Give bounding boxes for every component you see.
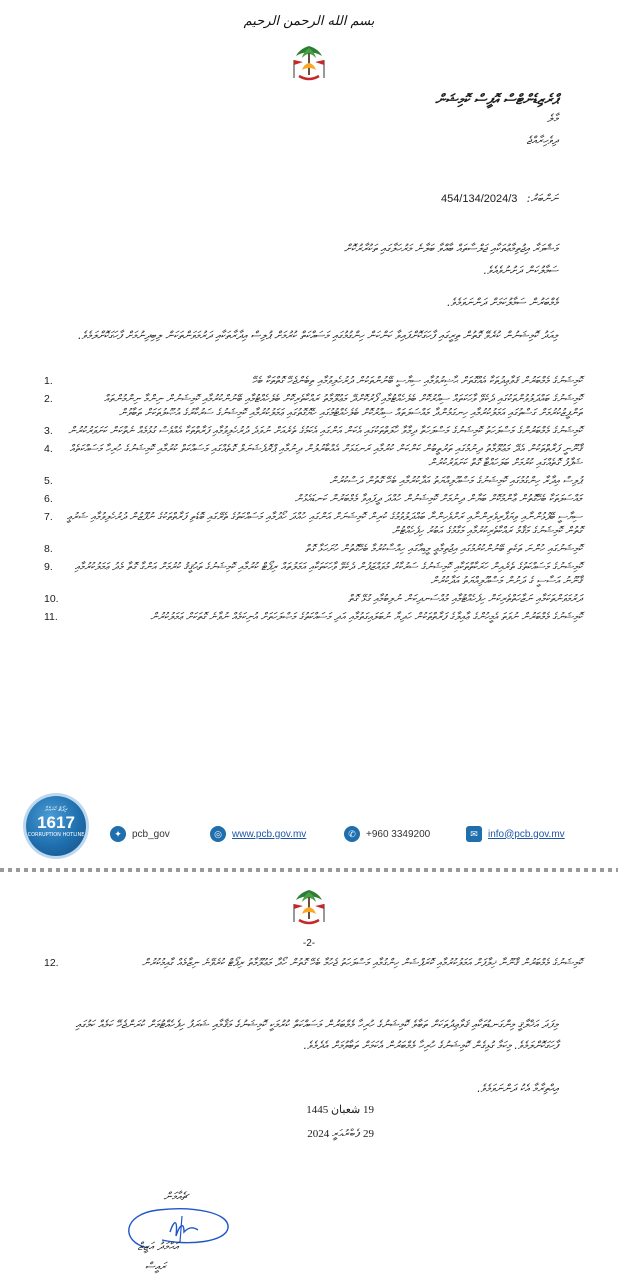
numbered-list — [36, 374, 582, 628]
reference-line — [441, 192, 558, 206]
organization-country: ދިވެހިރާއްޖެ — [526, 134, 558, 147]
twitter-handle: pcb_gov — [132, 828, 170, 840]
reference-label: ނަންބަރު: — [526, 192, 558, 205]
hotline-badge — [26, 796, 86, 856]
list-item: 7. ސިޔާސީ ބޭފުޅުންނާއި ވިޔަފާރިވެރިންނާއި ރަށްވެހިންނާ ބައްދަލުވުމުގެ ކުރިން ކޮމިޝަނަށް އަންގައި ހުއްދަ ހޯދުމާއި މަސައްކަތުގެ ތެރޭގައި ބޮޑެތި ފަރާތްތަކުގެ ނުފޫޒުން ދުރުހެލިވުމާއި ޝަރުޢީ ގޮތުން ކޮމިޝަނުގެ މަޤާމު ރައްކާތެރިކުރުމާއި މަގާމުގެ އަބުރު ހިފެހެއްޓުން — [44, 511, 582, 537]
list-item: 12. ކޮމިޝަނުގެ މެމްބަރުން ޤާނޫނާ ޚިލާފަށް އަމަލުކުރުމާއި ކޮރަޕްޝަން ހިންގުމާއި މަސްލަހަތު ޖެހުމާ ބެހޭ ގޮތުން ހޯދާ މަޢުލޫމާތު ރިޕޯޓް ކުރެވޭނެ ނިޒާމެއް ގާއިމުކުރުން — [44, 957, 582, 969]
list-item: 6. މައްސަލަތަކާ ބެހޭގޮތުން ޢާންމުކޮށް ބަޔާން ދިނުމަށް ކޮމިޝަނުން ހުއްދަ ދީފައިވާ މެމްބަރުން ކަނޑައެޅުން — [44, 493, 582, 505]
date-block — [306, 1098, 374, 1146]
closing-paragraph: މިފަދަ އަޚްލާޤީ މިންގަނޑުތަކާއި ޤަވާޢިދުތަކަށް ތަބާވެ ކޮމިޝަނުގެ ހުރިހާ މެމްބަރުން މަސައްކަތް ކުރުމަކީ ކޮމިޝަނުގެ މަޤާމާއި ޝަރަފު ހިފެހެއްޓުމަށް ކުރަންޖެހޭ ކަމެއް ކަމުގައި ފާހަގަކޮށްލަމެވެ. މިކަމާ ގުޅިގެން ކޮމިޝަނުގެ ހުރިހާ މެމްބަރުން އެކަމަށް ތަބާވުމަށް އެދެމެވެ. — [75, 1018, 558, 1052]
hotline-number: 1617 — [37, 813, 75, 832]
twitter-icon: ✦ — [110, 826, 126, 842]
list-item: 10. ދަރުމަވަންތަކަމާއި ނަޒާހަތްތެރިކަން ހިފެހެއްޓުމާއި މުއްސަނދިކަން ނުލިބުމާއި ގުޅޭ ގޮތް — [44, 593, 582, 605]
list-item: 2. ކޮމިޝަނުގެ ބައްދަލުވުންތަކުގައި ދެކެވޭ ވާހަކަތައް ސިއްރުކޮށް ބެލެހެއްޓުމާއި ފޯރުކޮށްދޭ މަޢުލޫމާތު ރައްކާތެރިކޮށް ބެލެހެއްޓުމާއި ބޭނުންކުރުމާއި ކޮމިޝަނުން ނިންމާ ނިންމުންތައް ތަންފީޒުކުރުމަށް ގަސްތުގައި އަމަލުކުރުމާއި ހިނގަމުންދާ މައްސަލަތައް ސިއްރުކޮށް ބެލެހެއްޓުމުގައި ހެޔޮގޮތުގައި ޢަމަލުކުރުމާއި ކޮމިޝަނުގެ ސަރުކާރުގެ އުޞޫލުތަކަށް ތަބާވުން — [44, 393, 582, 419]
list-item: 4. ޤާނޫނީ ފަރާތްތަކުން އެދޭ މަޢުލޫމާތު ދިނުމުގައި ތަރުތީބުން ކަންކަން ކުރުމާއި ރަނގަޅަށް އެއްބާރުލުން ދިނުމާއި ޕްރޮފެޝަނަލް ގޮތެއްގައި މަސައްކަތް ކުރުމާއި ކޮމިޝަނުގެ ހުރިހާ މަސައްކަތެއް ޝަފާފު ގޮތެއްގައި ކުރުމަށް ބަލަހައްޓާ ގޮތް ކަށަވަރުކުރުން — [44, 443, 582, 469]
hotline-top-text: ރިޕޯޓް ކުރައްވާ — [44, 806, 68, 813]
website-contact[interactable] — [210, 826, 306, 842]
signatory-name: އަޙްމަދު އަޒީޒް — [137, 1240, 178, 1253]
numbered-list-continued — [36, 956, 582, 975]
handwritten-signature — [118, 1202, 238, 1258]
phone-number: +960 3349200 — [366, 828, 431, 840]
list-item: 1. ކޮމިޝަނުގެ މެމްބަރުން ޤަވާޢިދުތަކާ އެއްގޮތަށް ޙާޟިރުވުމާއި ސިޔާސީ ބޭނުންތަކުން ދުރުހެލިވުމާއި ތިބެންޖެހޭ ގޮތްތަކާ ބެހޭ — [44, 375, 582, 387]
website-link[interactable]: www.pcb.gov.mv — [232, 828, 307, 840]
page-number: -2- — [302, 938, 316, 949]
email-contact[interactable] — [466, 826, 565, 842]
reference-number: 454/134/2024/3 — [440, 193, 518, 205]
subject-line-1: މަޝްވަރާ އިޖުތިމާޢުތަކާއި ޖަލްސާތައް ބާއްވާ ބަލާނެ މަރުހަލާގައި ތަކުރާރުކޮށް — [344, 242, 558, 255]
date-gregorian: 29 ފެބްރުއަރީ 2024 — [307, 1128, 374, 1140]
state-emblem-icon — [284, 42, 334, 86]
list-item: 8. ކޮމިޝަނުގައި ހުންނަ ތަކެތި ބޭނުންކުރުމުގައި އިޖުތިމާޢީ މީޑިއާގައި ހިއްސާކުރުމާ ބެހޭގޮތުން ހުށަހަޅާ ގޮތް — [44, 543, 582, 555]
list-item: 5. ޕުލިސް އިދާރާ ހިންގުމުގައި ކޮމިޝަނުގެ މަސްއޫލިއްޔަތު އަދާކުރުމާއި ބެހޭ ގޮތުން ދަސްކުރުން — [44, 475, 582, 487]
globe-icon: ◎ — [210, 826, 226, 842]
signatory-role: ރައީސް — [144, 1260, 166, 1273]
signatory-title: ޗެއާމަން — [163, 1190, 188, 1203]
letter-footer — [0, 788, 618, 858]
state-emblem-icon — [284, 886, 334, 930]
twitter-contact[interactable] — [110, 826, 170, 842]
list-item: 9. ކޮމިޝަނުގެ މަސައްކަތުގެ ތެރެއިން ހަރަކާތްތަކާއި ކޮމިޝަނުގެ ސަރުކާރު މުވައްޒަފުން ދެކެވޭ ވާހަކަތަކާއި އަމަލުތައް ރިޕޯޓް ކުރުމާއި ކޮމިޝަނުގެ ތަޙުޤީޤު ކުރުމަށް އަންގާ ގޮތާ މެދު ޢަމަލުކުރުމާއި ޤާނޫނު އަސާސީ ގެ ދަށުން މަސްއޫލިއްޔަތު އަދާކުރުން — [44, 561, 582, 587]
subject-line-2: ސަމާލުކަން ދަށުނުވެއެވެ. — [483, 264, 558, 277]
salutation: މެމްބަރުން ސަމާލުކަމަށް ދަންނަވަމެވެ. — [447, 296, 558, 309]
list-item: 3. ކޮމިޝަނުގެ މެމްބަރުންގެ މަސްލަހަތު ކޮމިޝަނުގެ މަސްލަހަތާ ދިމާވާ ހާލަތްތަކުގައި އެކަން އަންގައި އެކަމުގެ ތެރެއަށް ނުވަދެ ދުރުހެލިވުމާއި ފަރާތްތަކާ އެއްވެސް ގުޅުމެއް ނެތްކަން ކަށަވަރުކުރުން — [44, 425, 582, 437]
mail-icon: ✉ — [466, 826, 482, 842]
phone-icon: ✆ — [344, 826, 360, 842]
organization-name: ޕްރެޒިޑެންޓްސް އޮފީސް ކޮމިޝަން — [435, 92, 558, 108]
organization-city: މާލެ — [547, 112, 558, 125]
phone-contact[interactable] — [344, 826, 430, 842]
bismillah-calligraphy: بسم الله الرحمن الرحيم — [243, 14, 375, 29]
email-link[interactable]: info@pcb.gov.mv — [488, 828, 565, 840]
regards-line: އިޙްތިރާމާ އެކު ދަންނަވަމެވެ. — [477, 1082, 558, 1095]
intro-paragraph: މިއަދު ކޮމިޝަނުން ކުރެވޭ ގޮތުން ތިރީގައި ފާހަގަކޮށްފައިވާ ކަންކަން ހިންގުމުގައި މަސައްކަތް ކުރުމަށް ޕުލިސް އިދާރާތަކާއި ދަރުމަވަންތަކަން ލިބިދިނުމަށް ފާހަގަކޮށްލަމެވެ. — [78, 329, 558, 342]
letter-page-2 — [0, 872, 618, 1280]
date-hijri: 19 شعبان 1445 — [306, 1104, 374, 1116]
list-item: 11. ކޮމިޝަނުގެ މެމްބަރުން ނުވަތަ އެމީހުންގެ ޢާއިލާގެ ފަރާތްތަކުން ހަދިޔާ ނުބަލައިގަތުމާއި އަދި މަސައްކަތުގެ މަޞްލަހަތަށް އުނިކަމެއް ނުވާނެ ގޮތަކަށް ޢަމަލުކުރުން — [44, 611, 582, 623]
hotline-bottom-text: CORRUPTION HOTLINE — [27, 832, 85, 838]
